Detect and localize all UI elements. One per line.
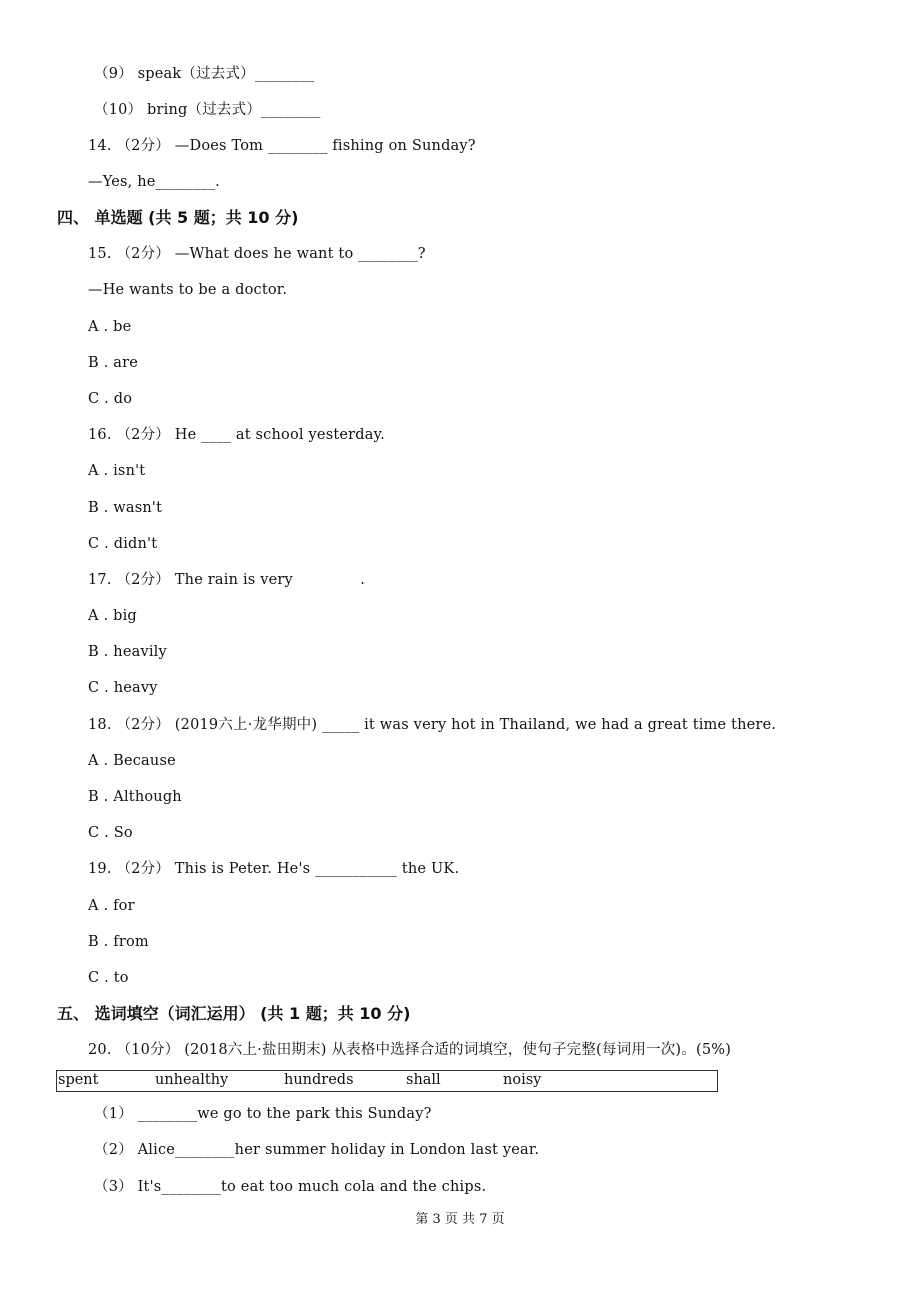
question-14: 14. （2分） —Does Tom ________ fishing on Sunday? [88, 138, 476, 154]
question-19-option-c: C . to [88, 970, 129, 986]
question-19: 19. （2分） This is Peter. He's ___________ the UK. [88, 861, 460, 877]
question-16-option-c: C . didn't [88, 536, 158, 552]
question-15-dialog: —He wants to be a doctor. [88, 282, 288, 298]
word-bank-item: noisy [503, 1072, 542, 1088]
section-5-heading: 五、 选词填空（词汇运用） (共 1 题；共 10 分) [57, 1004, 411, 1023]
question-20-item-1: （1） ________we go to the park this Sunday? [94, 1106, 432, 1122]
question-19-option-a: A . for [88, 898, 135, 914]
word-bank-item: unhealthy [155, 1072, 229, 1088]
question-18-option-b: B . Although [88, 789, 182, 805]
question-17-option-c: C . heavy [88, 680, 158, 696]
question-15-option-b: B . are [88, 355, 139, 371]
question-15-option-c: C . do [88, 391, 133, 407]
question-20: 20. （10分） (2018六上·盐田期末) 从表格中选择合适的词填空，使句子完整(每词用一次)。(5%) [88, 1042, 732, 1058]
question-17: 17. （2分） The rain is very . [88, 572, 366, 588]
question-19-option-b: B . from [88, 934, 149, 950]
question-18-option-a: A . Because [88, 753, 176, 769]
question-20-item-2: （2） Alice________her summer holiday in London last year. [94, 1142, 540, 1158]
page-footer: 第 3 页 共 7 页 [415, 1212, 505, 1227]
question-15-option-a: A . be [88, 319, 132, 335]
word-bank-item: spent [58, 1072, 99, 1088]
question-16-option-a: A . isn't [88, 463, 146, 479]
question-17-option-b: B . heavily [88, 644, 167, 660]
question-16: 16. （2分） He ____ at school yesterday. [88, 427, 385, 443]
question-18-option-c: C . So [88, 825, 133, 841]
question-16-option-b: B . wasn't [88, 500, 163, 516]
word-bank-item: shall [406, 1072, 441, 1088]
word-bank-box [56, 1070, 718, 1092]
line-q13-10: （10） bring（过去式）________ [94, 102, 321, 118]
line-q13-9: （9） speak（过去式）________ [94, 66, 315, 82]
word-bank-item: hundreds [284, 1072, 354, 1088]
question-18: 18. （2分） (2019六上·龙华期中) _____ it was very hot in Thailand, we had a great time there. [88, 717, 777, 733]
question-15: 15. （2分） —What does he want to ________? [88, 246, 426, 262]
section-4-heading: 四、 单选题 (共 5 题；共 10 分) [57, 208, 299, 227]
question-20-item-3: （3） It's________to eat too much cola and the chips. [94, 1179, 487, 1195]
question-14-answer: —Yes, he________. [88, 174, 220, 190]
question-17-option-a: A . big [88, 608, 137, 624]
